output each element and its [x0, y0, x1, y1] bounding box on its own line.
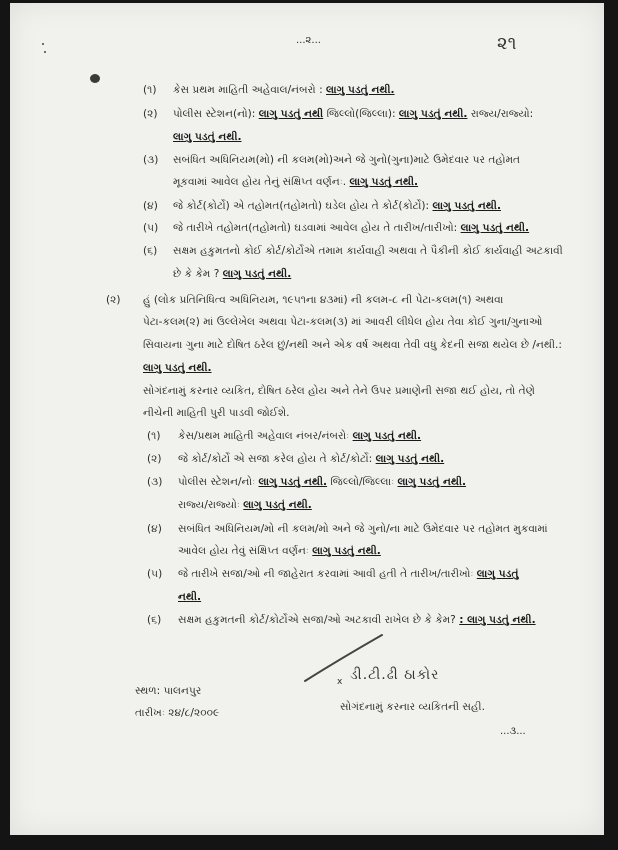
date-value: ૨૪/૮/૨૦૦૯ [168, 707, 220, 719]
s2-item4-line2 [178, 544, 381, 558]
s1-item2-text2: જિલ્લો(જિલ્લા): [326, 108, 396, 120]
ink-blot [90, 74, 100, 83]
s2-item3-line2 [178, 498, 312, 512]
s1-item2-text: પોલીસ સ્ટેશન(નો): [173, 108, 256, 120]
s1-item2-answer3: લાગુ પડતું નથી. [173, 131, 242, 143]
s2-num: (૨) [106, 294, 121, 306]
s1-item2-num: (૨) [143, 108, 158, 120]
s2-item5-text: જે તારીખે સજા/ઓ ની જાહેરાત કરવામાં આવી હતી તે તારીખ/તારીખોઃ [178, 568, 474, 580]
s1-item3-answer: લાગુ પડતું નથી. [349, 176, 419, 188]
s2-item4-num: (૪) [147, 523, 162, 535]
s2-item3-line [178, 475, 466, 489]
s1-item4-num: (૪) [143, 200, 158, 212]
s1-item2-text3: રાજ્ય/રાજ્યો: [470, 108, 534, 120]
s2-item4-answer: લાગુ પડતું નથી. [312, 545, 381, 557]
s2-item6-num: (૬) [147, 614, 162, 626]
s2-item2-text: જે કોર્ટ/કોર્ટો એ સજા કરેલ હોય તે કોર્ટ/કોર્ટો: [178, 453, 373, 465]
speck [44, 51, 46, 53]
s1-item5-answer: લાગુ પડતું નથી. [460, 222, 530, 234]
s1-item1-text: કેસ પ્રથમ માહિતી અહેવાલ/નંબરો : [173, 84, 323, 96]
s1-item6-num: (૬) [143, 245, 158, 257]
signer-caption: સોગંદનામું કરનાર વ્યકિતની સહી. [340, 701, 485, 713]
s2-item5-answer-cont: નથી. [178, 591, 202, 603]
s2-item1-num: (૧) [147, 430, 161, 442]
handwritten-page-number: ૨૧ [497, 33, 517, 54]
place-label: સ્થળ: [135, 685, 161, 697]
s2-item2-num: (૨) [147, 453, 162, 465]
s1-item6-line1: સક્ષમ હકુમતનો કોઈ કોર્ટ/કોર્ટોએ તમામ કાર્યવાહી અથવા તે પૈકીની કોઈ કાર્યવાહી અટકાવી [173, 245, 563, 257]
s2-para-answer-line [143, 361, 212, 375]
s1-item1-num: (૧) [143, 84, 157, 96]
page-marker: ...૨... [296, 35, 321, 46]
s1-item5-num: (૫) [143, 222, 159, 234]
s2-item1-text: કેસ/પ્રથમ માહિતી અહેવાલ નંબર/નંબરોઃ [178, 430, 350, 442]
s1-item3-text: મૂકવામાં આવેલ હોય તેનું સંક્ષિપ્ત વર્ણનઃ. [173, 176, 347, 188]
place-line [135, 684, 201, 698]
s2-para-line3: સિવાયના ગુના માટે દોષિત ઠરેલ છું/નથી અને એક વર્ષ અથવા તેવી વધુ કેદની સજા થયેલ છે /નથી.: [143, 339, 562, 351]
s1-item4-answer: લાગુ પડતું નથી. [432, 200, 501, 212]
date-line [135, 706, 219, 720]
s1-item2-answer: લાગુ પડતું નથી [258, 108, 324, 120]
s2-para-line2: પેટા-કલમ(૨) માં ઉલ્લેખેલ અથવા પેટા-કલમ(૩) માં આવરી લીધેલ હોય તેવા કોઈ ગુના/ગુનાઓ [143, 316, 543, 328]
s2-item2-line [178, 452, 444, 466]
s2-item3-text: પોલીસ સ્ટેશન/નોઃ [178, 476, 256, 488]
s2-item3-num: (૩) [147, 476, 163, 488]
s2-item4-text: આવેલ હોય તેવું સંક્ષિપ્ત વર્ણનઃ [178, 545, 309, 557]
s1-item6-answer: લાગુ પડતું નથી. [222, 268, 292, 280]
s2-item3-answer3: લાગુ પડતું નથી. [243, 499, 312, 511]
s2-item3-text2: જિલ્લો/જિલ્લાઃ [330, 476, 395, 488]
s2-note-line2: નીચેની માહિતી પુરી પાડવી જોઈશે. [143, 407, 290, 419]
place-value: પાલનપુર [163, 685, 202, 697]
s1-item2-line2 [173, 130, 242, 144]
next-page-marker: ...૩... [500, 726, 526, 737]
s2-item4-line1: સબંધિત અધિનિયમ/મો ની કલમ/મો અને જે ગુનો/ના માટે ઉમેદવાર પર તહોમત મુકવામાં [178, 523, 548, 535]
s1-item3-line1: સબંધિત અધિનિયમ(મો) ની કલમ(મો)અને જે ગુનો(ગુના)માટે ઉમેદવાર પર તહોમત [173, 154, 521, 166]
date-label: તારીખઃ [135, 707, 165, 719]
s2-item1-answer: લાગુ પડતું નથી. [352, 430, 422, 442]
affidavit-page [10, 3, 604, 835]
speck [42, 43, 44, 45]
s1-item1-answer: લાગુ પડતું નથી. [326, 84, 395, 96]
s1-item5-line [173, 221, 529, 235]
s1-item3-num: (૩) [143, 154, 159, 166]
s1-item6-text: છે કે કેમ ? [173, 268, 220, 280]
s2-item3-answer2: લાગુ પડતું નથી. [397, 476, 467, 488]
s1-item5-text: જે તારીખે તહોમત(તહોમતો) ઘડવામાં આવેલ હોય તે તારીખ/તારીખો: [173, 222, 458, 234]
s1-item2-answer2: લાગુ પડતું નથી. [398, 108, 468, 120]
s1-item6-line2 [173, 267, 291, 281]
s2-item5-num: (૫) [147, 568, 163, 580]
s2-item5-line2 [178, 590, 201, 604]
signature-x-mark: x [337, 677, 343, 687]
s1-item2-line [173, 107, 533, 121]
s2-item6-answer: : લાગુ પડતું નથી. [459, 614, 536, 626]
s2-item3-text3: રાજ્ય/રાજ્યોઃ [178, 499, 240, 511]
s2-para-answer: લાગુ પડતું નથી. [143, 362, 212, 374]
s2-item6-text: સક્ષમ હકુમતની કોર્ટ/કોર્ટોએ સજા/ઓ અટકાવી રાખેલ છે કે કેમ? [178, 614, 456, 626]
s2-item2-answer: લાગુ પડતું નથી. [375, 453, 445, 465]
s1-item4-text: જે કોર્ટ(કોર્ટો) એ તહોમત(તહોમતો) ઘડેલ હોય તે કોર્ટ(કોર્ટો): [173, 200, 430, 212]
s1-item3-line2 [173, 175, 418, 189]
s1-item1-line [173, 83, 395, 97]
s1-item4-line [173, 199, 501, 213]
s2-item5-line1 [178, 567, 519, 581]
s2-item5-answer: લાગુ પડતું [476, 568, 519, 580]
s2-item1-line [178, 429, 421, 443]
signature-handwriting: ડી.ટી.ઢી ઠાકોર [350, 667, 440, 683]
s2-item3-answer: લાગુ પડતું નથી. [258, 476, 328, 488]
s2-para-line1: હું (લોક પ્રતિનિધિત્વ અધિનિયમ, ૧૯૫૧ના ૪૩માં) ની કલમ-૮ ની પેટા-કલમ(૧) અથવા [143, 294, 504, 306]
s2-note-line1: સોગંદનામું કરનાર વ્યકિત, દોષિત ઠરેલ હોય અને તેને ઉપર પ્રમાણેની સજા થઈ હોય, તો તેણે [143, 385, 535, 397]
s2-item6-line [178, 613, 536, 627]
